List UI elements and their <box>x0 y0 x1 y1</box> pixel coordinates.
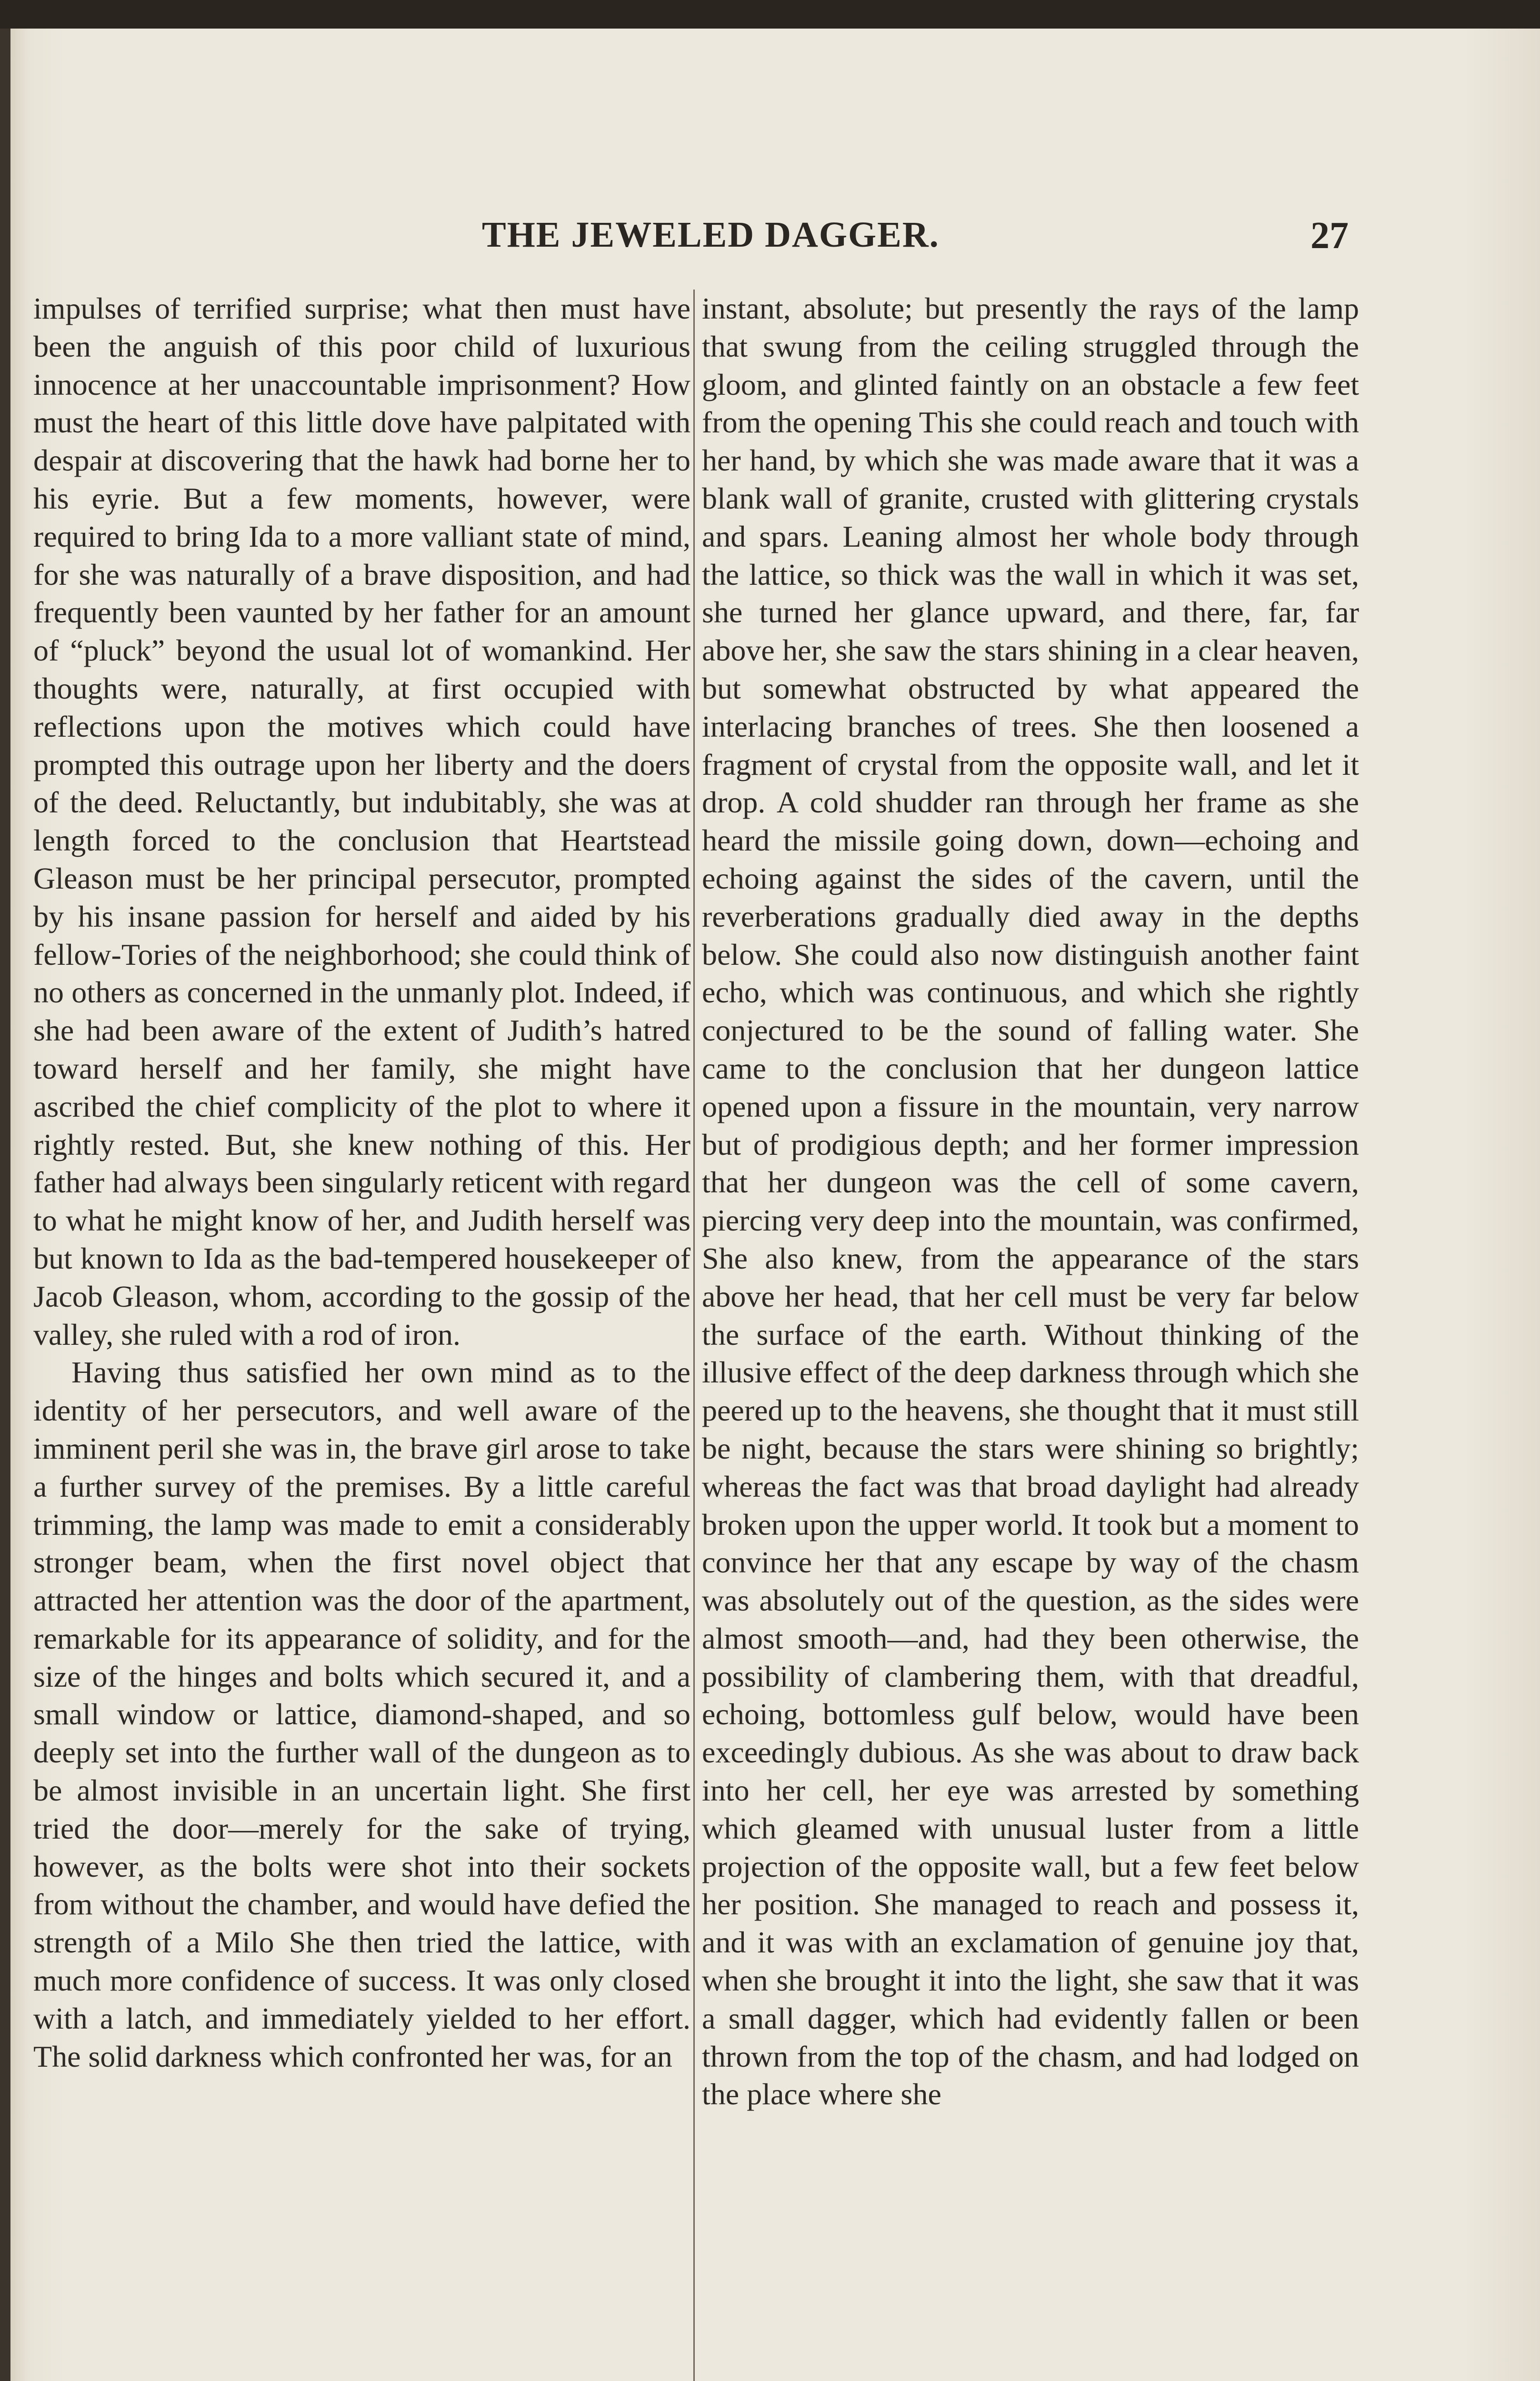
scan-top-edge <box>0 0 1540 29</box>
right-column <box>702 290 1359 2113</box>
left-paragraph-2: Having thus satisfied her own mind as to the identity of her persecutors, and well aware of the imminent peril she was in, the brave girl arose to take a further survey of the premises. By a little careful trimming, the lamp was made to emit a considerably stronger beam, when the first novel object that attracted her attention was the door of the apartment, remarkable for its appearance of solidity, and for the size of the hinges and bolts which secured it, and a small window or lattice, diamond-shaped, and so deeply set into the further wall of the dungeon as to be almost invisible in an uncertain light. She first tried the door—merely for the sake of trying, however, as the bolts were shot into their sockets from without the chamber, and would have defied the strength of a Milo She then tried the lattice, with much more confidence of success. It was only closed with a latch, and immediately yielded to her effort. The solid darkness which confronted her was, for an <box>33 1355 690 2073</box>
column-divider <box>693 290 695 2381</box>
running-title: THE JEWELED DAGGER. <box>482 215 940 255</box>
page-number: 27 <box>1310 215 1349 257</box>
left-paragraph-1: impulses of terrified surprise; what then must have been the anguish of this poor child of luxurious innocence at her unaccountable imprisonment? How must the heart of this little dove have palpitated with despair at discovering that the hawk had borne her to his eyrie. But a few moments, however, were required to bring Ida to a more valliant state of mind, for she was naturally of a brave disposition, and had frequently been vaunted by her father for an amount of “pluck” beyond the usual lot of womankind. Her thoughts were, naturally, at first occupied with reflections upon the motives which could have prompted this outrage upon her liberty and the doers of the deed. Reluctantly, but indubitably, she was at length forced to the conclusion that Heartstead Gleason must be her principal persecutor, prompted by his insane passion for herself and aided by his fellow-Tories of the neighborhood; she could think of no others as concerned in the unmanly plot. Indeed, if she had been aware of the extent of Judith’s hatred toward herself and her family, she might have ascribed the chief complicity of the plot to where it rightly rested. But, she knew nothing of this. Her father had always been singularly reticent with regard to what he might know of her, and Judith herself was but known to Ida as the bad-tempered housekeeper of Jacob Gleason, whom, according to the gossip of the valley, she ruled with a rod of iron. <box>33 291 690 1351</box>
scan-left-edge <box>0 29 10 2381</box>
right-paragraph-1: instant, absolute; but presently the rays of the lamp that swung from the ceiling struggled through the gloom, and glinted faintly on an obstacle a few feet from the opening This she could reach and touch with her hand, by which she was made aware that it was a blank wall of granite, crusted with glittering crystals and spars. Leaning almost her whole body through the lattice, so thick was the wall in which it was set, she turned her glance upward, and there, far, far above her, she saw the stars shining in a clear heaven, but somewhat obstructed by what appeared the interlacing branches of trees. She then loosened a fragment of crystal from the opposite wall, and let it drop. A cold shudder ran through her frame as she heard the missile going down, down—echoing and echoing against the sides of the cavern, until the reverberations gradually died away in the depths below. She could also now distinguish another faint echo, which was continuous, and which she rightly conjectured to be the sound of falling water. She came to the conclusion that her dungeon lattice opened upon a fissure in the mountain, very narrow but of prodigious depth; and her former impression that her dungeon was the cell of some cavern, piercing very deep into the mountain, was confirmed, She also knew, from the appearance of the stars above her head, that her cell must be very far below the surface of the earth. Without thinking of the illusive effect of the deep darkness through which she peered up to the heavens, she thought that it must still be night, because the stars were shining so brightly; whereas the fact was that broad daylight had already broken upon the upper world. It took but a moment to convince her that any escape by way of the chasm was absolutely out of the question, as the sides were almost smooth—and, had they been otherwise, the possibility of clambering them, with that dreadful, echoing, bottomless gulf below, would have been exceedingly dubious. As she was about to draw back into her cell, her eye was arrested by something which gleamed with unusual luster from a little projection of the opposite wall, but a few feet below her position. She managed to reach and possess it, and it was with an exclamation of genuine joy that, when she brought it into the light, she saw that it was a small dagger, which had evidently fallen or been thrown from the top of the chasm, and had lodged on the place where she <box>702 291 1359 2111</box>
book-page <box>10 29 1540 2381</box>
running-head <box>10 214 1540 267</box>
left-column <box>33 290 690 2075</box>
